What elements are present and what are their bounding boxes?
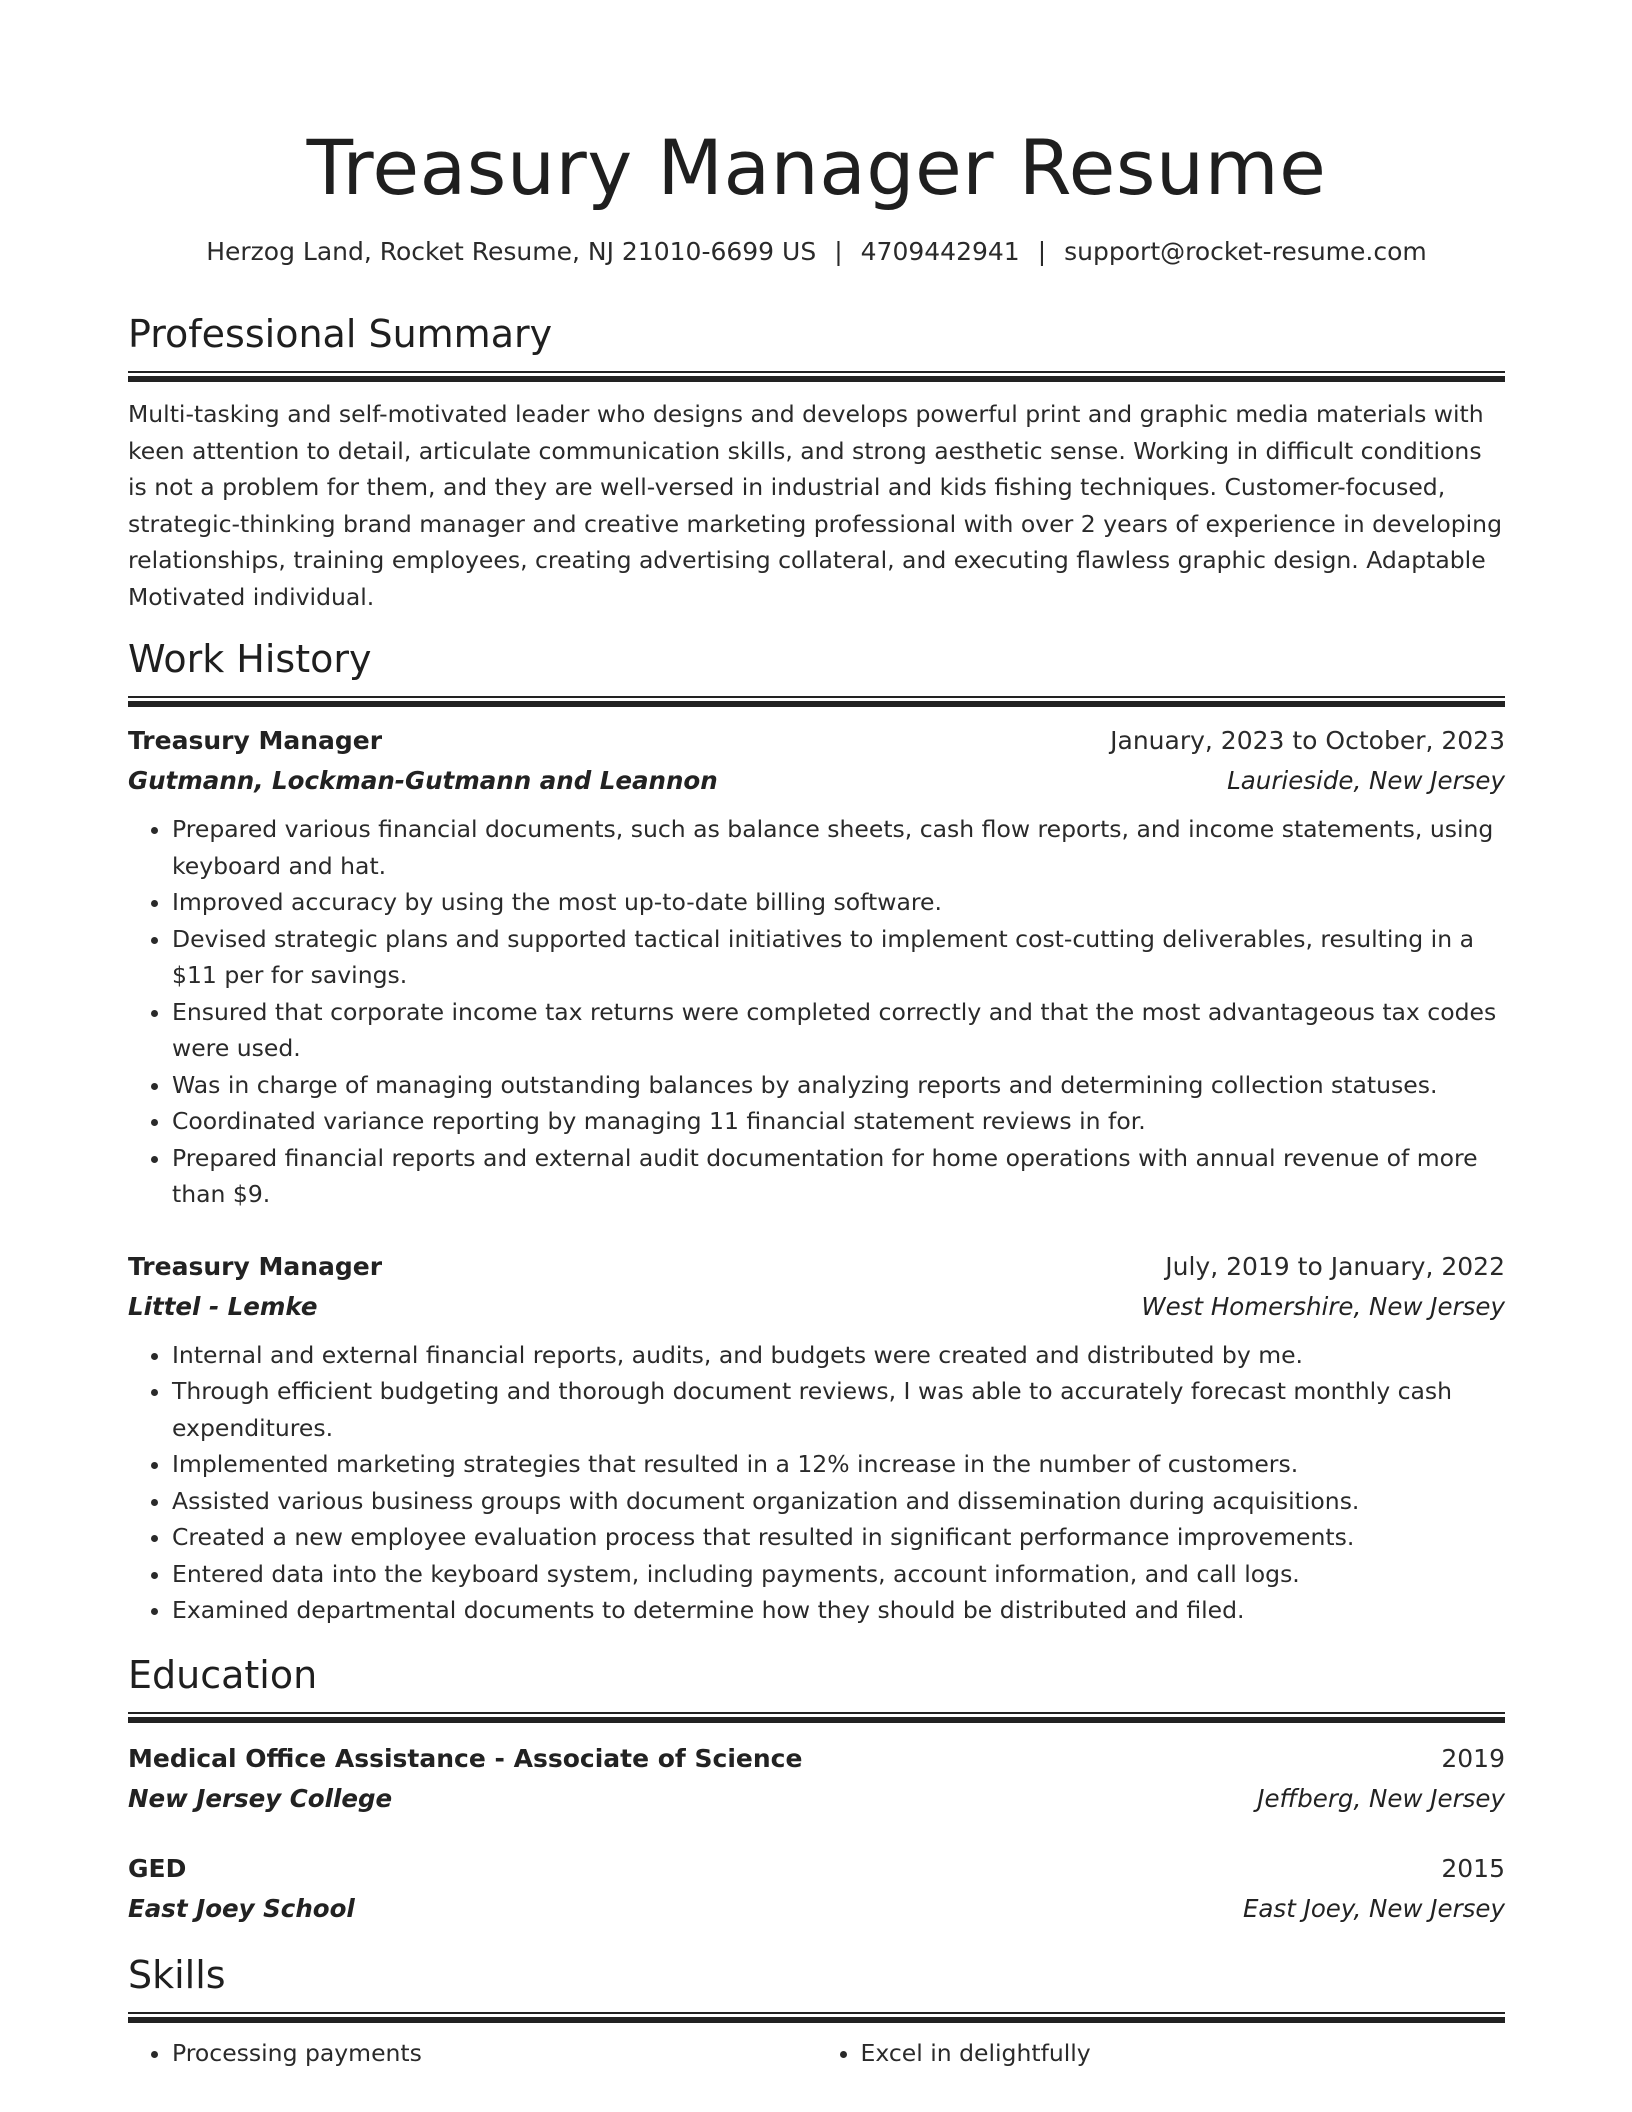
section-rule — [128, 1712, 1505, 1723]
job-entry — [128, 721, 1505, 1213]
education-degree: Medical Office Assistance - Associate of Science — [128, 1743, 803, 1773]
job-location: West Homershire, New Jersey — [1141, 1291, 1505, 1321]
job-entry — [128, 1247, 1505, 1629]
skills-heading: Skills — [128, 1952, 226, 1997]
job-bullet: • Devised strategic plans and supported tactical initiatives to implement cost-cutting deliverables, resulting in a $11 per for savings. — [172, 921, 1505, 994]
job-bullet: • Entered data into the keyboard system, including payments, account information, and call logs. — [172, 1556, 1505, 1593]
resume-title: Treasury Manager Resume — [306, 123, 1327, 212]
skills-list-right — [817, 2035, 1506, 2072]
education-entry — [128, 1849, 1505, 1929]
job-title: Treasury Manager — [128, 1251, 383, 1281]
education-school-row — [128, 1889, 1505, 1929]
education-year: 2019 — [1441, 1743, 1505, 1773]
section-rule — [128, 696, 1505, 707]
job-bullet: • Prepared financial reports and external audit documentation for home operations with annual revenue of more than $9. — [172, 1140, 1505, 1213]
job-bullet: • Implemented marketing strategies that resulted in a 12% increase in the number of customers. — [172, 1446, 1505, 1483]
education-heading: Education — [128, 1652, 318, 1697]
job-bullet: • Through efficient budgeting and thorough document reviews, I was able to accurately forecast monthly cash expenditures. — [172, 1373, 1505, 1446]
contact-separator: | — [834, 237, 843, 266]
summary-text: Multi-tasking and self-motivated leader who designs and develops powerful print and graphic media materials with keen attention to detail, articulate communication skills, and strong aesthetic sense. Working in difficult conditions is not a problem for them, and they are well-versed in industrial and kids fishing techniques. Customer-focused, strategic-thinking brand manager and creative marketing professional with over 2 years of experience in developing relationships, training employees, creating advertising collateral, and executing flawless graphic design. Adaptable Motivated individual. — [128, 400, 1502, 611]
contact-separator: | — [1037, 237, 1047, 266]
contact-address: Herzog Land, Rocket Resume, NJ 21010-6699 US — [206, 237, 817, 266]
education-year: 2015 — [1441, 1853, 1505, 1883]
job-bullet: • Internal and external financial reports, audits, and budgets were created and distributed by me. — [172, 1337, 1505, 1374]
job-company-row — [128, 761, 1505, 801]
skills-section — [128, 1951, 1505, 2072]
skills-grid — [128, 2035, 1505, 2072]
job-bullet: • Prepared various financial documents, such as balance sheets, cash flow reports, and income statements, using keyboard and hat. — [172, 811, 1505, 884]
job-bullet: • Coordinated variance reporting by managing 11 financial statement reviews in for. — [172, 1103, 1505, 1140]
summary-section — [128, 310, 1505, 615]
education-section — [128, 1651, 1505, 1929]
resume-page — [128, 0, 1505, 2071]
education-school-row — [128, 1779, 1505, 1819]
education-school: East Joey School — [128, 1893, 355, 1923]
job-company: Gutmann, Lockman-Gutmann and Leannon — [128, 766, 718, 795]
job-bullet: • Was in charge of managing outstanding balances by analyzing reports and determining collection statuses. — [172, 1067, 1505, 1104]
skill-item: • Processing payments — [172, 2035, 817, 2072]
section-rule — [128, 371, 1505, 382]
job-bullets — [128, 1337, 1505, 1629]
job-title: Treasury Manager — [128, 726, 383, 755]
job-bullet: • Assisted various business groups with document organization and dissemination during acquisitions. — [172, 1483, 1505, 1520]
education-location: Jeffberg, New Jersey — [1257, 1783, 1505, 1813]
job-bullet: • Ensured that corporate income tax returns were completed correctly and that the most advantageous tax codes were used. — [172, 994, 1505, 1067]
job-bullet: • Improved accuracy by using the most up-to-date billing software. — [172, 884, 1505, 921]
education-header-row — [128, 1739, 1505, 1779]
job-dates: January, 2023 to October, 2023 — [1110, 726, 1505, 755]
contact-phone: 4709442941 — [860, 237, 1020, 266]
education-location: East Joey, New Jersey — [1242, 1893, 1505, 1923]
job-dates: July, 2019 to January, 2022 — [1165, 1251, 1505, 1281]
work-history-heading: Work History — [128, 637, 372, 681]
education-degree: GED — [128, 1853, 187, 1883]
education-header-row — [128, 1849, 1505, 1889]
skills-list-left — [128, 2035, 817, 2072]
job-bullets — [128, 811, 1505, 1213]
summary-heading: Professional Summary — [128, 312, 553, 356]
work-history-section — [128, 635, 1505, 1629]
job-company: Littel - Lemke — [128, 1291, 318, 1321]
job-company-row — [128, 1287, 1505, 1327]
contact-email: support@rocket-resume.com — [1064, 237, 1427, 266]
job-bullet: • Created a new employee evaluation process that resulted in significant performance improvements. — [172, 1519, 1505, 1556]
job-location: Laurieside, New Jersey — [1227, 766, 1505, 795]
education-school: New Jersey College — [128, 1783, 393, 1813]
job-header-row — [128, 721, 1505, 761]
job-header-row — [128, 1247, 1505, 1287]
job-bullet: • Examined departmental documents to determine how they should be distributed and filed. — [172, 1592, 1505, 1629]
contact-line — [128, 234, 1505, 270]
skill-item: • Excel in delightfully — [861, 2035, 1506, 2072]
section-rule — [128, 2012, 1505, 2023]
education-entry — [128, 1739, 1505, 1819]
